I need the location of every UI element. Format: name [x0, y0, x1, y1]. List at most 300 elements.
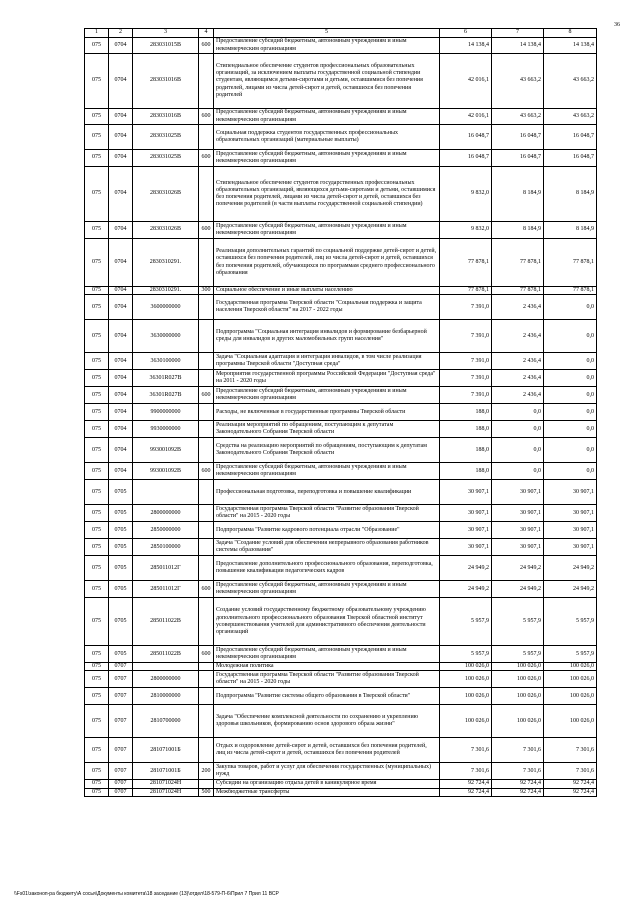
cell-amount-year-1: 7 391,0: [440, 353, 492, 370]
cell-expense-type: [199, 54, 214, 109]
cell-target-code: 36301R027В: [133, 387, 199, 404]
cell-amount-year-1: 16 048,7: [440, 150, 492, 167]
cell-amount-year-1: 7 391,0: [440, 387, 492, 404]
cell-amount-year-3: 43 663,2: [544, 109, 597, 125]
cell-section-code: 0707: [109, 788, 133, 796]
cell-amount-year-1: 7 301,6: [440, 763, 492, 780]
cell-ministry-code: 075: [85, 295, 109, 320]
cell-amount-year-1: 77 878,1: [440, 239, 492, 287]
cell-description: Реализация мероприятий по обращениям, поступающим к депутатам Законодательного Собрания Тверской области: [214, 421, 440, 438]
cell-description: Предоставление дополнительного профессионального образования, переподготовка, повышение квалификации педагогических кадров: [214, 556, 440, 581]
cell-ministry-code: 075: [85, 239, 109, 287]
budget-table: [84, 28, 597, 797]
cell-section-code: 0704: [109, 438, 133, 463]
cell-target-code: 281071024Н: [133, 780, 199, 788]
cell-section-code: 0704: [109, 353, 133, 370]
cell-ministry-code: 075: [85, 780, 109, 788]
table-row: [85, 295, 597, 320]
cell-target-code: 285011012Г: [133, 581, 199, 598]
cell-amount-year-2: 77 878,1: [492, 239, 544, 287]
cell-amount-year-3: 5 957,9: [544, 598, 597, 646]
cell-amount-year-3: 43 663,2: [544, 54, 597, 109]
cell-target-code: 283031026В: [133, 167, 199, 222]
cell-amount-year-2: 2 436,4: [492, 370, 544, 387]
cell-amount-year-2: 30 907,1: [492, 505, 544, 522]
cell-amount-year-3: 77 878,1: [544, 287, 597, 295]
cell-target-code: 3630000000: [133, 320, 199, 353]
cell-amount-year-3: 0,0: [544, 404, 597, 421]
cell-amount-year-1: 24 949,2: [440, 556, 492, 581]
cell-target-code: 281071024Н: [133, 788, 199, 796]
cell-section-code: 0704: [109, 150, 133, 167]
cell-description: Задача "Создание условий для обеспечения непрерывного образования работников системы образования": [214, 539, 440, 556]
cell-amount-year-3: 100 026,0: [544, 663, 597, 671]
cell-expense-type: [199, 320, 214, 353]
cell-amount-year-3: 7 301,6: [544, 738, 597, 763]
cell-ministry-code: 075: [85, 222, 109, 239]
cell-amount-year-3: 30 907,1: [544, 480, 597, 505]
cell-target-code: 281071001Б: [133, 763, 199, 780]
cell-expense-type: 600: [199, 581, 214, 598]
cell-target-code: [133, 663, 199, 671]
footer-file-path: \\Fs01\законоп-ра бюджету\А сосья\Документы комитета\18 заседание (13)\отдел\18-579-П-6\Прил 7 Прил 11 ВСР: [14, 891, 279, 897]
cell-amount-year-3: 0,0: [544, 421, 597, 438]
cell-amount-year-2: 8 184,9: [492, 167, 544, 222]
cell-amount-year-3: 92 724,4: [544, 780, 597, 788]
cell-description: Предоставление субсидий бюджетным, автономным учреждениям и иным некоммерческим организациям: [214, 109, 440, 125]
cell-section-code: 0704: [109, 167, 133, 222]
cell-ministry-code: 075: [85, 404, 109, 421]
cell-amount-year-2: 43 663,2: [492, 109, 544, 125]
cell-description: Предоставление субсидий бюджетным, автономным учреждениям и иным некоммерческим организациям: [214, 581, 440, 598]
cell-target-code: 3600000000: [133, 295, 199, 320]
cell-description: Подпрограмма "Социальная интеграция инвалидов и формирование безбарьерной среды для инвалидов и других маломобильных групп населения": [214, 320, 440, 353]
cell-description: Предоставление субсидий бюджетным, автономным учреждениям и иным некоммерческим организациям: [214, 150, 440, 167]
table-row: [85, 167, 597, 222]
cell-expense-type: [199, 780, 214, 788]
cell-amount-year-2: 2 436,4: [492, 320, 544, 353]
cell-target-code: 36301R027В: [133, 370, 199, 387]
cell-description: Закупка товаров, работ и услуг для обеспечения государственных (муниципальных) нужд: [214, 763, 440, 780]
table-body: [85, 38, 597, 797]
cell-section-code: 0707: [109, 671, 133, 688]
cell-amount-year-3: 8 184,9: [544, 222, 597, 239]
cell-target-code: 285011012Г: [133, 556, 199, 581]
cell-expense-type: 600: [199, 387, 214, 404]
table-row: [85, 370, 597, 387]
cell-expense-type: [199, 598, 214, 646]
cell-amount-year-3: 30 907,1: [544, 505, 597, 522]
cell-section-code: 0707: [109, 738, 133, 763]
table-row: [85, 54, 597, 109]
cell-amount-year-3: 100 026,0: [544, 671, 597, 688]
cell-description: Отдых и оздоровление детей-сирот и детей, оставшихся без попечения родителей, лиц из числа детей-сирот и детей, оставшихся без попечения родителей: [214, 738, 440, 763]
table-row: [85, 480, 597, 505]
cell-ministry-code: 075: [85, 598, 109, 646]
page-number: 36: [614, 22, 620, 28]
cell-amount-year-2: 92 724,4: [492, 780, 544, 788]
cell-expense-type: [199, 239, 214, 287]
cell-amount-year-2: 43 663,2: [492, 54, 544, 109]
cell-amount-year-2: 0,0: [492, 463, 544, 480]
cell-amount-year-1: 30 907,1: [440, 539, 492, 556]
cell-amount-year-2: 16 048,7: [492, 125, 544, 150]
cell-amount-year-1: 7 391,0: [440, 320, 492, 353]
cell-expense-type: [199, 167, 214, 222]
cell-amount-year-1: 188,0: [440, 463, 492, 480]
cell-amount-year-1: 92 724,4: [440, 788, 492, 796]
cell-section-code: 0705: [109, 505, 133, 522]
cell-target-code: 285011022В: [133, 646, 199, 663]
header-col-4: 4: [199, 29, 214, 38]
cell-section-code: 0705: [109, 522, 133, 539]
table-row: [85, 788, 597, 796]
cell-amount-year-1: 100 026,0: [440, 688, 492, 705]
cell-section-code: 0704: [109, 463, 133, 480]
cell-amount-year-1: 92 724,4: [440, 780, 492, 788]
cell-target-code: 2800000000: [133, 671, 199, 688]
cell-section-code: 0704: [109, 54, 133, 109]
cell-description: Предоставление субсидий бюджетным, автономным учреждениям и иным некоммерческим организациям: [214, 38, 440, 54]
cell-expense-type: 600: [199, 38, 214, 54]
cell-ministry-code: 075: [85, 320, 109, 353]
cell-section-code: 0705: [109, 556, 133, 581]
cell-ministry-code: 075: [85, 539, 109, 556]
cell-amount-year-3: 8 184,9: [544, 167, 597, 222]
cell-target-code: 2800000000: [133, 505, 199, 522]
cell-ministry-code: 075: [85, 763, 109, 780]
cell-description: Межбюджетные трансферты: [214, 788, 440, 796]
cell-target-code: 283031026В: [133, 222, 199, 239]
table-row: [85, 463, 597, 480]
cell-amount-year-2: 30 907,1: [492, 539, 544, 556]
cell-target-code: [133, 480, 199, 505]
cell-amount-year-1: 77 878,1: [440, 287, 492, 295]
cell-ministry-code: 075: [85, 663, 109, 671]
table-row: [85, 38, 597, 54]
cell-section-code: 0707: [109, 705, 133, 738]
cell-ministry-code: 075: [85, 287, 109, 295]
cell-amount-year-1: 30 907,1: [440, 522, 492, 539]
cell-target-code: 9900000000: [133, 404, 199, 421]
cell-ministry-code: 075: [85, 646, 109, 663]
cell-section-code: 0707: [109, 780, 133, 788]
cell-expense-type: [199, 522, 214, 539]
cell-ministry-code: 075: [85, 109, 109, 125]
cell-description: Государственная программа Тверской области "Развитие образования Тверской области" на 2015 - 2020 годы: [214, 671, 440, 688]
cell-description: Мероприятия государственной программы Российской Федерации "Доступная среда" на 2011 - 2020 годы: [214, 370, 440, 387]
cell-description: Предоставление субсидий бюджетным, автономным учреждениям и иным некоммерческим организациям: [214, 646, 440, 663]
cell-section-code: 0705: [109, 480, 133, 505]
cell-section-code: 0704: [109, 125, 133, 150]
cell-amount-year-3: 16 048,7: [544, 125, 597, 150]
cell-amount-year-2: 24 949,2: [492, 556, 544, 581]
cell-amount-year-1: 7 391,0: [440, 295, 492, 320]
cell-amount-year-2: 100 026,0: [492, 663, 544, 671]
cell-amount-year-2: 7 301,6: [492, 738, 544, 763]
cell-expense-type: [199, 556, 214, 581]
cell-section-code: 0707: [109, 663, 133, 671]
cell-amount-year-1: 9 832,0: [440, 167, 492, 222]
cell-ministry-code: 075: [85, 38, 109, 54]
cell-description: Субсидии на организацию отдыха детей в каникулярное время: [214, 780, 440, 788]
cell-amount-year-3: 7 301,6: [544, 763, 597, 780]
cell-amount-year-2: 30 907,1: [492, 480, 544, 505]
cell-target-code: 283031025В: [133, 125, 199, 150]
cell-description: Социальная поддержка студентов государственных профессиональных образовательных организаций (материальные выплаты): [214, 125, 440, 150]
table-row: [85, 125, 597, 150]
cell-expense-type: [199, 125, 214, 150]
cell-description: Предоставление субсидий бюджетным, автономным учреждениям и иным некоммерческим организациям: [214, 387, 440, 404]
cell-section-code: 0704: [109, 370, 133, 387]
cell-ministry-code: 075: [85, 421, 109, 438]
cell-ministry-code: 075: [85, 705, 109, 738]
cell-ministry-code: 075: [85, 480, 109, 505]
table-row: [85, 387, 597, 404]
cell-amount-year-2: 5 957,9: [492, 646, 544, 663]
cell-description: Молодежная политика: [214, 663, 440, 671]
cell-target-code: 285011022В: [133, 598, 199, 646]
cell-amount-year-3: 0,0: [544, 438, 597, 463]
cell-description: Государственная программа Тверской области "Развитие образования Тверской области" на 2015 - 2020 годы: [214, 505, 440, 522]
cell-section-code: 0705: [109, 598, 133, 646]
cell-amount-year-1: 14 138,4: [440, 38, 492, 54]
header-col-2: 2: [109, 29, 133, 38]
cell-ministry-code: 075: [85, 353, 109, 370]
table-row: [85, 556, 597, 581]
cell-ministry-code: 075: [85, 522, 109, 539]
cell-description: Предоставление субсидий бюджетным, автономным учреждениям и иным некоммерческим организациям: [214, 222, 440, 239]
cell-expense-type: [199, 353, 214, 370]
cell-target-code: 283031025В: [133, 150, 199, 167]
cell-amount-year-2: 2 436,4: [492, 353, 544, 370]
cell-expense-type: 600: [199, 646, 214, 663]
cell-description: Стипендиальное обеспечение студентов государственных профессиональных образовательных организаций, являющихся детьми-сиротами и детьми, оставшимися без попечения родителей, лицами из числа детей-сирот и детей, оставшихся без попечения родителей (в части выплаты государственной социальной стипендии): [214, 167, 440, 222]
cell-expense-type: [199, 480, 214, 505]
cell-target-code: 2830310291.: [133, 239, 199, 287]
cell-target-code: 2830310291.: [133, 287, 199, 295]
cell-expense-type: 500: [199, 788, 214, 796]
cell-ministry-code: 075: [85, 556, 109, 581]
cell-description: Социальное обеспечение и иные выплаты населению: [214, 287, 440, 295]
table-row: [85, 320, 597, 353]
cell-section-code: 0704: [109, 421, 133, 438]
cell-description: Государственная программа Тверской области "Социальная поддержка и защита населения Тверской области" на 2017 - 2022 годы: [214, 295, 440, 320]
table-row: [85, 738, 597, 763]
cell-description: Стипендиальное обеспечение студентов профессиональных образовательных организаций, за исключением выплаты государственной социальной стипендии студентам, являющимся детьми-сиротами и детьми, оставшимися без попечения родителей, лицами из числа детей-сирот и детей, оставшихся без попечения родителей: [214, 54, 440, 109]
cell-amount-year-2: 77 878,1: [492, 287, 544, 295]
cell-amount-year-3: 0,0: [544, 387, 597, 404]
cell-expense-type: [199, 370, 214, 387]
cell-section-code: 0704: [109, 38, 133, 54]
cell-amount-year-3: 0,0: [544, 295, 597, 320]
cell-amount-year-1: 188,0: [440, 438, 492, 463]
cell-amount-year-2: 0,0: [492, 421, 544, 438]
header-col-3: 3: [133, 29, 199, 38]
table-row: [85, 421, 597, 438]
cell-amount-year-3: 0,0: [544, 353, 597, 370]
table-row: [85, 438, 597, 463]
cell-amount-year-3: 5 957,9: [544, 646, 597, 663]
cell-section-code: 0705: [109, 539, 133, 556]
cell-section-code: 0704: [109, 387, 133, 404]
cell-amount-year-2: 100 026,0: [492, 671, 544, 688]
cell-amount-year-1: 100 026,0: [440, 705, 492, 738]
cell-description: Подпрограмма "Развитие кадрового потенциала отрасли "Образование": [214, 522, 440, 539]
cell-amount-year-2: 8 184,9: [492, 222, 544, 239]
cell-section-code: 0707: [109, 688, 133, 705]
cell-expense-type: [199, 738, 214, 763]
cell-amount-year-1: 9 832,0: [440, 222, 492, 239]
cell-amount-year-1: 7 391,0: [440, 370, 492, 387]
header-col-6: 6: [440, 29, 492, 38]
cell-section-code: 0704: [109, 320, 133, 353]
cell-amount-year-1: 16 048,7: [440, 125, 492, 150]
table-row: [85, 505, 597, 522]
cell-target-code: 993001092В: [133, 463, 199, 480]
cell-amount-year-1: 42 016,1: [440, 109, 492, 125]
cell-section-code: 0704: [109, 295, 133, 320]
header-col-8: 8: [544, 29, 597, 38]
cell-amount-year-2: 0,0: [492, 438, 544, 463]
cell-amount-year-3: 16 048,7: [544, 150, 597, 167]
cell-target-code: 2810700000: [133, 705, 199, 738]
cell-ministry-code: 075: [85, 463, 109, 480]
cell-amount-year-2: 24 949,2: [492, 581, 544, 598]
cell-amount-year-1: 24 949,2: [440, 581, 492, 598]
cell-section-code: 0704: [109, 287, 133, 295]
cell-amount-year-3: 0,0: [544, 463, 597, 480]
cell-ministry-code: 075: [85, 150, 109, 167]
cell-amount-year-3: 30 907,1: [544, 539, 597, 556]
cell-amount-year-3: 24 949,2: [544, 556, 597, 581]
table-row: [85, 404, 597, 421]
cell-ministry-code: 075: [85, 788, 109, 796]
cell-expense-type: [199, 539, 214, 556]
cell-amount-year-2: 16 048,7: [492, 150, 544, 167]
table-row: [85, 287, 597, 295]
table-row: [85, 353, 597, 370]
table-row: [85, 663, 597, 671]
cell-amount-year-2: 5 957,9: [492, 598, 544, 646]
cell-amount-year-1: 100 026,0: [440, 663, 492, 671]
cell-amount-year-3: 14 138,4: [544, 38, 597, 54]
cell-target-code: 2810000000: [133, 688, 199, 705]
cell-amount-year-1: 30 907,1: [440, 480, 492, 505]
table-row: [85, 109, 597, 125]
table-row: [85, 222, 597, 239]
cell-section-code: 0705: [109, 646, 133, 663]
cell-ministry-code: 075: [85, 505, 109, 522]
cell-amount-year-2: 0,0: [492, 404, 544, 421]
cell-target-code: 283031015В: [133, 38, 199, 54]
cell-amount-year-1: 188,0: [440, 421, 492, 438]
cell-amount-year-1: 100 026,0: [440, 671, 492, 688]
cell-target-code: 283031016В: [133, 54, 199, 109]
table-row: [85, 688, 597, 705]
cell-amount-year-3: 0,0: [544, 370, 597, 387]
table-row: [85, 646, 597, 663]
cell-amount-year-2: 2 436,4: [492, 387, 544, 404]
cell-expense-type: [199, 404, 214, 421]
cell-amount-year-3: 100 026,0: [544, 688, 597, 705]
cell-description: Предоставление субсидий бюджетным, автономным учреждениям и иным некоммерческим организациям: [214, 463, 440, 480]
cell-section-code: 0705: [109, 581, 133, 598]
cell-expense-type: [199, 671, 214, 688]
cell-section-code: 0704: [109, 222, 133, 239]
cell-expense-type: 300: [199, 287, 214, 295]
cell-description: Средства на реализацию мероприятий по обращениям, поступающим к депутатам Законодательного Собрания Тверской области: [214, 438, 440, 463]
cell-target-code: 2850100000: [133, 539, 199, 556]
cell-section-code: 0704: [109, 239, 133, 287]
cell-amount-year-2: 92 724,4: [492, 788, 544, 796]
table-row: [85, 598, 597, 646]
header-col-7: 7: [492, 29, 544, 38]
cell-amount-year-3: 30 907,1: [544, 522, 597, 539]
cell-target-code: 281071001Б: [133, 738, 199, 763]
header-row: [85, 29, 597, 38]
cell-amount-year-3: 100 026,0: [544, 705, 597, 738]
cell-expense-type: 600: [199, 150, 214, 167]
cell-amount-year-1: 30 907,1: [440, 505, 492, 522]
cell-expense-type: [199, 705, 214, 738]
table-row: [85, 705, 597, 738]
table-row: [85, 150, 597, 167]
table-row: [85, 581, 597, 598]
cell-ministry-code: 075: [85, 581, 109, 598]
cell-amount-year-2: 14 138,4: [492, 38, 544, 54]
cell-amount-year-1: 5 957,9: [440, 646, 492, 663]
cell-ministry-code: 075: [85, 54, 109, 109]
table-row: [85, 239, 597, 287]
cell-expense-type: [199, 688, 214, 705]
cell-expense-type: [199, 663, 214, 671]
cell-target-code: 283031016В: [133, 109, 199, 125]
cell-amount-year-2: 100 026,0: [492, 688, 544, 705]
cell-amount-year-1: 7 301,6: [440, 738, 492, 763]
cell-ministry-code: 075: [85, 125, 109, 150]
cell-expense-type: 600: [199, 109, 214, 125]
cell-ministry-code: 075: [85, 438, 109, 463]
cell-expense-type: 600: [199, 222, 214, 239]
cell-ministry-code: 075: [85, 688, 109, 705]
cell-target-code: 2850000000: [133, 522, 199, 539]
cell-description: Расходы, не включенные в государственные программы Тверской области: [214, 404, 440, 421]
cell-section-code: 0704: [109, 109, 133, 125]
cell-ministry-code: 075: [85, 167, 109, 222]
cell-amount-year-2: 7 301,6: [492, 763, 544, 780]
cell-section-code: 0704: [109, 404, 133, 421]
table-row: [85, 780, 597, 788]
table-row: [85, 522, 597, 539]
cell-expense-type: [199, 505, 214, 522]
cell-amount-year-3: 92 724,4: [544, 788, 597, 796]
cell-description: Задача "Обеспечение комплексной деятельности по сохранению и укреплению здоровья школьников, формированию основ здорового образа жизни": [214, 705, 440, 738]
cell-amount-year-2: 100 026,0: [492, 705, 544, 738]
table-row: [85, 671, 597, 688]
cell-description: Реализация дополнительных гарантий по социальной поддержке детей-сирот и детей, оставшихся без попечения родителей, лиц из числа детей-сирот и детей, оставшихся без попечения родителей, обучающихся по программам среднего профессионального образования: [214, 239, 440, 287]
cell-ministry-code: 075: [85, 671, 109, 688]
cell-ministry-code: 075: [85, 738, 109, 763]
cell-description: Задача "Социальная адаптация и интеграция инвалидов, в том числе реализация программы Тверской области "Доступная среда": [214, 353, 440, 370]
cell-amount-year-2: 30 907,1: [492, 522, 544, 539]
cell-target-code: 9930000000: [133, 421, 199, 438]
cell-section-code: 0707: [109, 763, 133, 780]
cell-amount-year-1: 42 016,1: [440, 54, 492, 109]
cell-target-code: 993001092В: [133, 438, 199, 463]
cell-target-code: 3630100000: [133, 353, 199, 370]
header-col-1: 1: [85, 29, 109, 38]
